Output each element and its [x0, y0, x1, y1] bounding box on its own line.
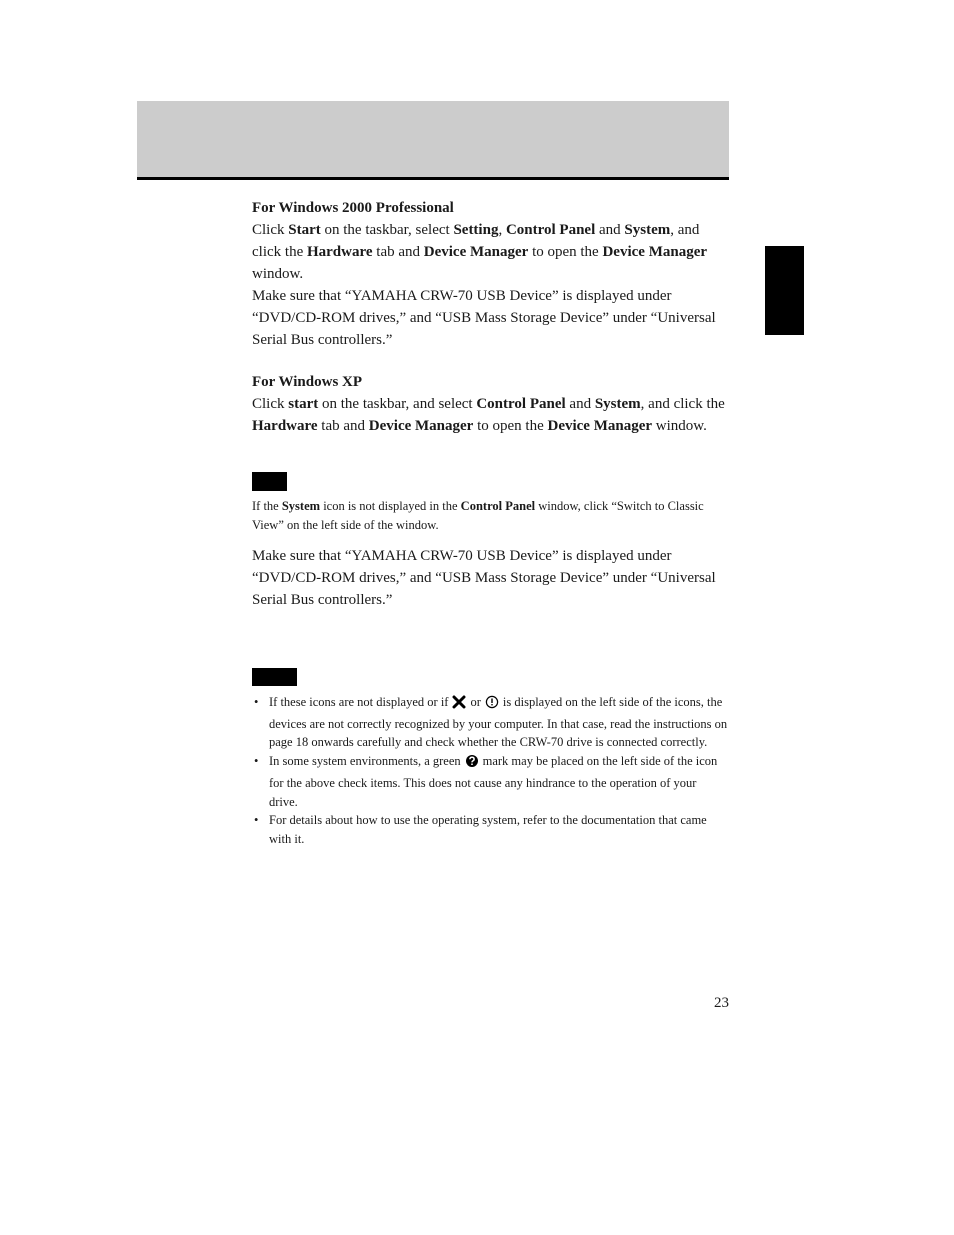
instructions-windows-xp: Click start on the taskbar, and select Control Panel and System, and click the Hardware tab and Device Manager to open the Device Manager window. [252, 396, 725, 434]
tip-badge [252, 472, 287, 491]
heading-windows-xp: For Windows XP [252, 374, 363, 390]
list-item: • If these icons are not displayed or if or is displayed on the left side of the icons, the devices are not correctly recognized by your computer. In that case, read the instructions on page 18 onwards carefully and check whether the CRW-70 drive is connected correctly. [254, 695, 728, 750]
notes-list [252, 693, 728, 849]
list-item: • For details about how to use the operating system, refer to the documentation that came with it. [254, 813, 707, 846]
header-rule [137, 177, 729, 180]
page-number: 23 [714, 995, 729, 1011]
heading-windows-2000: For Windows 2000 Professional [252, 200, 454, 216]
list-item: • In some system environments, a green mark may be placed on the left side of the icon for the above check items. This does not cause any hindrance to the operation of your drive. [254, 754, 718, 809]
question-circle-icon [465, 754, 479, 774]
exclamation-circle-icon [485, 695, 499, 715]
side-tab-marker [765, 246, 804, 335]
tip-note: If the System icon is not displayed in the Control Panel window, click “Switch to Classic View” on the left side of the window. [252, 499, 704, 532]
note-badge [252, 668, 297, 686]
x-mark-icon [452, 695, 466, 715]
check-text-windows-2000: Make sure that “YAMAHA CRW-70 USB Device” is displayed under “DVD/CD-ROM drives,” and “USB Mass Storage Device” under “Universal Serial Bus controllers.” [252, 288, 716, 348]
check-text-windows-xp: Make sure that “YAMAHA CRW-70 USB Device” is displayed under “DVD/CD-ROM drives,” and “USB Mass Storage Device” under “Universal Serial Bus controllers.” [252, 548, 716, 608]
header-band [137, 101, 729, 177]
instructions-windows-2000: Click Start on the taskbar, select Setting, Control Panel and System, and click the Hardware tab and Device Manager to open the Device Manager window. [252, 222, 708, 282]
check-block-windows-xp [252, 545, 732, 611]
section-windows-2000 [252, 197, 732, 351]
section-windows-xp [252, 371, 732, 437]
